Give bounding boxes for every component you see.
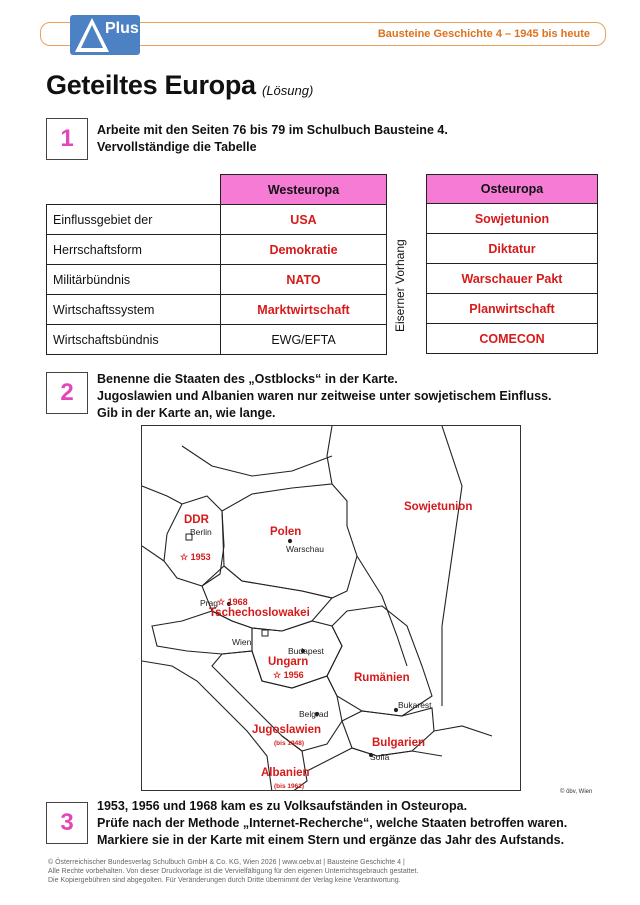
map-credit: © öbv, Wien: [560, 789, 593, 795]
map-label-jugoslawien: Jugoslawien: [252, 724, 322, 736]
comparison-table-west: [46, 174, 387, 355]
table-row: [47, 325, 387, 355]
table-row: [427, 324, 598, 354]
uprising-prag: ☆ 1968: [217, 597, 248, 607]
table-row: [47, 205, 387, 235]
table-header-row: [47, 175, 387, 205]
map-borders: [142, 426, 521, 791]
row-label: Herrschaftsform: [47, 235, 221, 265]
map-label-tschechoslowakei: Tschechoslowakei: [209, 607, 310, 619]
west-answer: EWG/EFTA: [221, 325, 387, 355]
map-label-rumaenien: Rumänien: [354, 672, 410, 684]
table-row: [427, 294, 598, 324]
task-3-line-1: 1953, 1956 und 1968 kam es zu Volksaufständen in Osteuropa.: [97, 799, 468, 813]
iron-curtain-label: Eiserner Vorhang: [393, 239, 407, 332]
task-2-line-2: Jugoslawien und Albanien waren nur zeitweise unter sowjetischem Einfluss.: [97, 389, 552, 403]
logo-text: Plus: [105, 20, 139, 37]
east-answer: Diktatur: [427, 234, 598, 264]
footer-line-1: © Österreichischer Bundesverlag Schulbuch GmbH & Co. KG, Wien 2026 | www.oebv.at | Bausteine Geschichte 4 |: [48, 859, 405, 866]
row-label: Wirtschaftssystem: [47, 295, 221, 325]
uprising-ddr: ☆ 1953: [180, 552, 211, 562]
map-label-sowjetunion: Sowjetunion: [404, 501, 473, 513]
task-1-text: [97, 122, 448, 156]
west-answer: USA: [221, 205, 387, 235]
west-answer: NATO: [221, 265, 387, 295]
map-city-prag: Prag: [200, 598, 218, 608]
table-row: [427, 234, 598, 264]
map-label-polen: Polen: [270, 526, 302, 538]
task-2-line-3: Gib in der Karte an, wie lange.: [97, 406, 276, 420]
page-title: Geteiltes Europa: [46, 70, 256, 100]
task-1-line-1: Arbeite mit den Seiten 76 bis 79 im Schulbuch Bausteine 4.: [97, 123, 448, 137]
map-city-sofia: Sofia: [370, 752, 390, 762]
uprising-ungarn: ☆ 1956: [273, 670, 304, 680]
task-3-line-2: Prüfe nach der Methode „Internet-Recherche“, welche Staaten betroffen waren.: [97, 816, 568, 830]
footer: [48, 858, 588, 885]
east-answer: Warschauer Pakt: [427, 264, 598, 294]
east-answer: COMECON: [427, 324, 598, 354]
table-row: [427, 264, 598, 294]
footer-line-2: Alle Rechte vorbehalten. Von dieser Druckvorlage ist die Vervielfältigung für den eigenen Unterrichtsgebrauch gestattet.: [48, 868, 419, 875]
west-answer: Demokratie: [221, 235, 387, 265]
east-answer: Sowjetunion: [427, 204, 598, 234]
task-1-number: 1: [46, 118, 88, 160]
footer-line-3: Die Kopiergebühren sind abgegolten. Für Veränderungen durch Dritte übernimmt der Verlag keine Verantwortung.: [48, 877, 401, 884]
map-label-albanien: Albanien: [261, 767, 310, 779]
task-3-number: 3: [46, 802, 88, 844]
note-albanien: (bis 1961): [274, 783, 304, 790]
map-label-ungarn: Ungarn: [268, 656, 309, 668]
note-jugoslawien: (bis 1948): [274, 740, 304, 747]
page-subtitle: (Lösung): [262, 83, 314, 98]
task-3-line-3: Markiere sie in der Karte mit einem Stern und ergänze das Jahr des Aufstands.: [97, 833, 565, 847]
table-row: [47, 235, 387, 265]
map-label-bulgarien: Bulgarien: [372, 737, 426, 749]
task-2-line-1: Benenne die Staaten des „Ostblocks“ in der Karte.: [97, 372, 398, 386]
table-row: [427, 204, 598, 234]
column-header-east: Osteuropa: [427, 175, 598, 204]
map-city-wien: Wien: [232, 637, 252, 647]
table-row: [47, 265, 387, 295]
task-1-line-2: Vervollständige die Tabelle: [97, 140, 257, 154]
task-2-text: [97, 371, 552, 422]
map-label-ddr: DDR: [184, 514, 209, 526]
map-city-berlin: Berlin: [190, 527, 212, 537]
task-3-text: [97, 798, 567, 849]
row-label: Militärbündnis: [47, 265, 221, 295]
publisher-logo: [70, 15, 140, 55]
east-answer: Planwirtschaft: [427, 294, 598, 324]
map-city-belgrad: Belgrad: [299, 709, 329, 719]
table-header-row: [427, 175, 598, 204]
row-label: Wirtschaftsbündnis: [47, 325, 221, 355]
map-city-bukarest: Bukarest: [398, 700, 432, 710]
eastern-europe-map: [141, 425, 521, 791]
task-2-number: 2: [46, 372, 88, 414]
column-header-west: Westeuropa: [221, 175, 387, 205]
map-city-warschau: Warschau: [286, 544, 324, 554]
map-city-budapest: Budapest: [288, 646, 324, 656]
row-label: Einflussgebiet der: [47, 205, 221, 235]
comparison-table-east: [426, 174, 598, 354]
table-row: [47, 295, 387, 325]
header-title: Bausteine Geschichte 4 – 1945 bis heute: [377, 28, 590, 40]
west-answer: Marktwirtschaft: [221, 295, 387, 325]
